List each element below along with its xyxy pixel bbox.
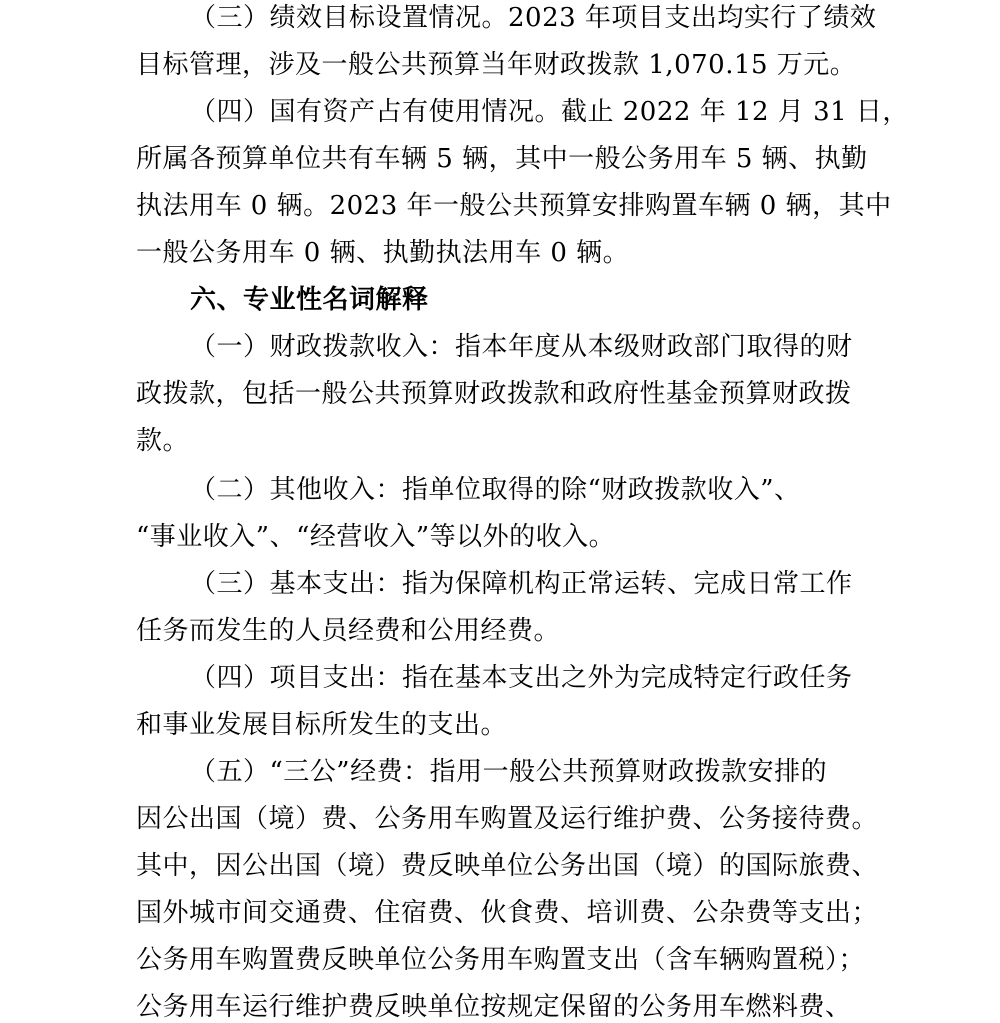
paragraph-state-assets-line-4: 一般公务用车 0 辆、执勤执法用车 0 辆。	[136, 238, 630, 268]
term-other-income-line-1: （二）其他收入：指单位取得的除“财政拨款收入”、	[190, 475, 801, 505]
term-three-public-expenses-line-4: 国外城市间交通费、住宿费、伙食费、培训费、公杂费等支出；	[136, 898, 879, 928]
term-three-public-expenses-line-2: 因公出国（境）费、公务用车购置及运行维护费、公务接待费。	[136, 804, 879, 834]
paragraph-state-assets-line-3: 执法用车 0 辆。2023 年一般公共预算安排购置车辆 0 辆，其中	[136, 191, 892, 221]
paragraph-performance-goals-line-2: 目标管理，涉及一般公共预算当年财政拨款 1,070.15 万元。	[136, 50, 857, 80]
term-three-public-expenses-line-1: （五）“三公”经费：指用一般公共预算财政拨款安排的	[190, 757, 828, 787]
term-fiscal-allocation-line-2: 政拨款，包括一般公共预算财政拨款和政府性基金预算财政拨	[136, 379, 852, 409]
paragraph-state-assets-line-1: （四）国有资产占有使用情况。截止 2022 年 12 月 31 日，	[190, 97, 909, 127]
term-project-expenditure-line-1: （四）项目支出：指在基本支出之外为完成特定行政任务	[190, 663, 853, 693]
term-three-public-expenses-line-6: 公务用车运行维护费反映单位按规定保留的公务用车燃料费、	[136, 992, 852, 1022]
term-three-public-expenses-line-5: 公务用车购置费反映单位公务用车购置支出（含车辆购置税）；	[136, 945, 866, 975]
paragraph-state-assets-line-2: 所属各预算单位共有车辆 5 辆，其中一般公务用车 5 辆、执勤	[136, 144, 868, 174]
term-project-expenditure-line-2: 和事业发展目标所发生的支出。	[136, 710, 508, 740]
section-heading-terms: 六、专业性名词解释	[190, 285, 429, 315]
term-three-public-expenses-line-3: 其中，因公出国（境）费反映单位公务出国（境）的国际旅费、	[136, 851, 879, 881]
paragraph-performance-goals-line-1: （三）绩效目标设置情况。2023 年项目支出均实行了绩效	[190, 3, 877, 33]
term-basic-expenditure-line-1: （三）基本支出：指为保障机构正常运转、完成日常工作	[190, 569, 853, 599]
term-other-income-line-2: “事业收入”、“经营收入”等以外的收入。	[136, 522, 616, 552]
term-basic-expenditure-line-2: 任务而发生的人员经费和公用经费。	[136, 616, 561, 646]
term-fiscal-allocation-line-1: （一）财政拨款收入：指本年度从本级财政部门取得的财	[190, 332, 853, 362]
term-fiscal-allocation-line-3: 款。	[136, 426, 190, 456]
